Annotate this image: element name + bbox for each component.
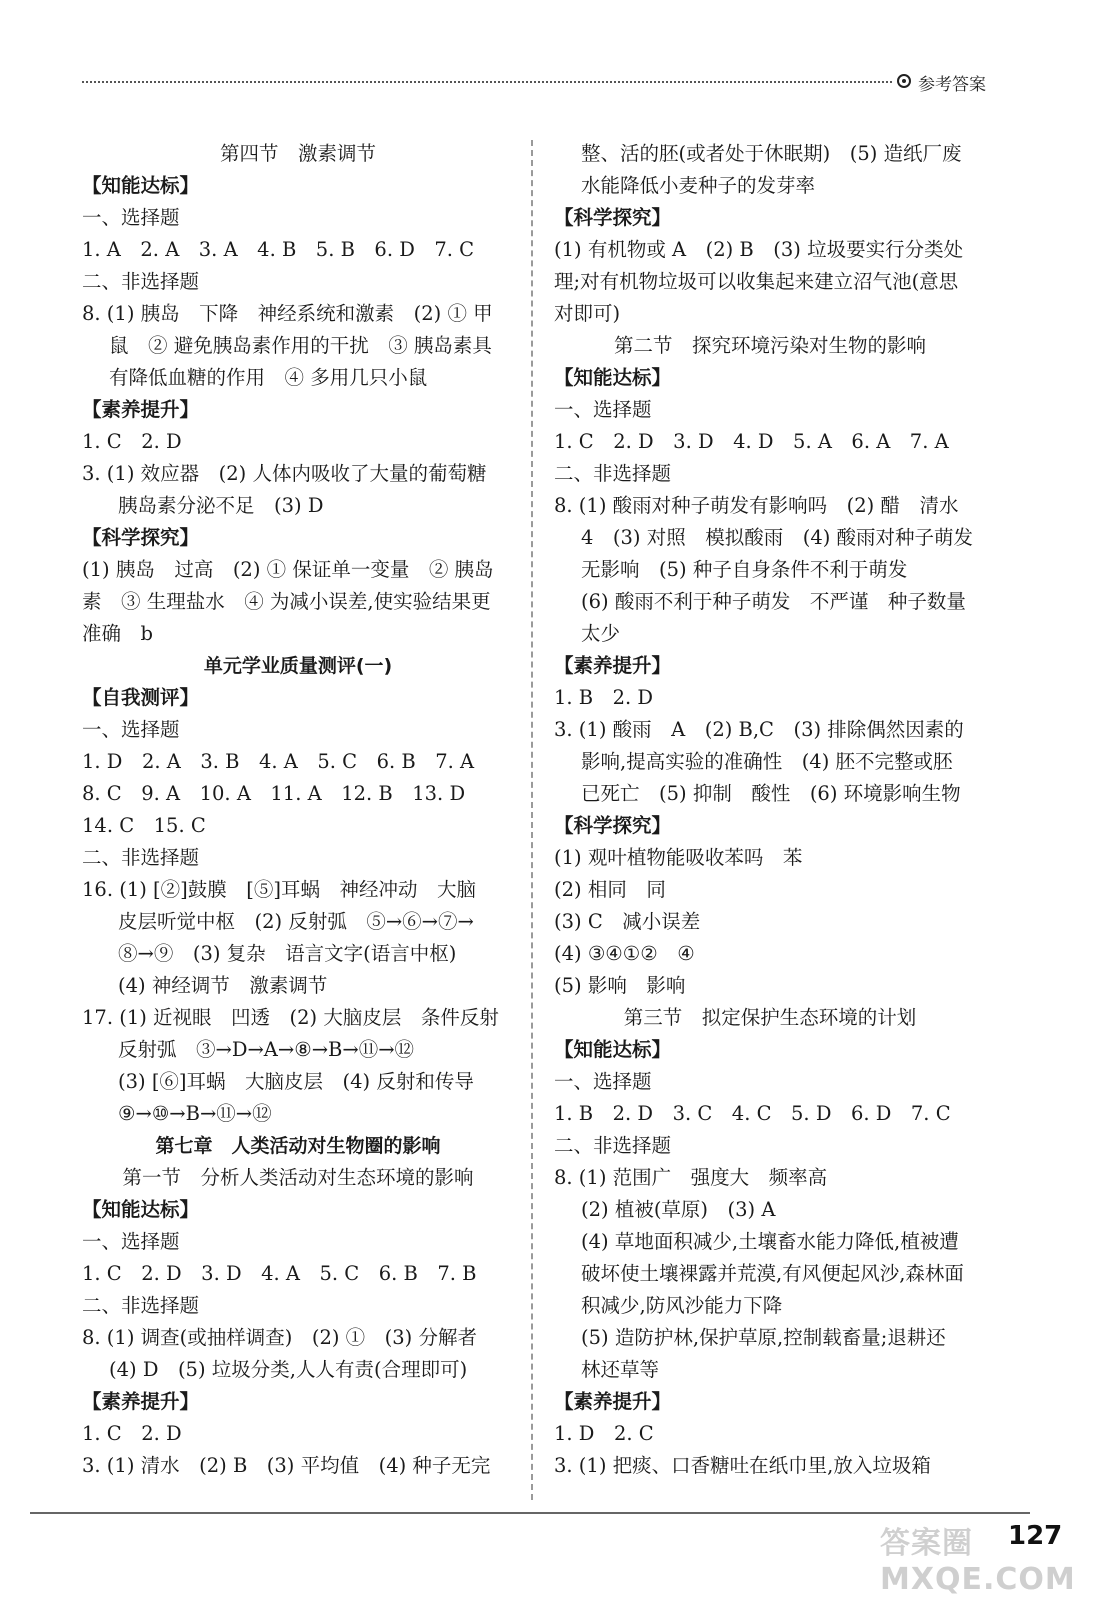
answer-line: 理;对有机物垃圾可以收集起来建立沼气池(意思	[554, 270, 959, 293]
answer-line: (5) 影响 影响	[554, 974, 686, 997]
answer-line: 1. C 2. D	[82, 430, 182, 453]
answer-line: 1. C 2. D 3. D 4. A 5. C 6. B 7. B	[82, 1262, 477, 1285]
answer-line: (2) 植被(草原) (3) A	[581, 1198, 776, 1221]
answer-line: 3. (1) 酸雨 A (2) B,C (3) 排除偶然因素的	[554, 718, 964, 741]
answer-line: 一、选择题	[82, 718, 180, 741]
answer-line: 4 (3) 对照 模拟酸雨 (4) 酸雨对种子萌发	[581, 526, 974, 549]
answer-line: 素 ③ 生理盐水 ④ 为减小误差,使实验结果更	[82, 590, 491, 613]
answer-line: 二、非选择题	[554, 1134, 672, 1157]
section-heading: 第一节 分析人类活动对生态环境的影响	[122, 1166, 474, 1189]
watermark: 答案圈 MXQE.COM	[880, 1526, 1076, 1597]
answer-line: 二、非选择题	[82, 1294, 200, 1317]
answer-line: 8. (1) 胰岛 下降 神经系统和激素 (2) ① 甲	[82, 302, 493, 325]
answer-line: 林还草等	[581, 1358, 660, 1381]
answer-line: (4) 神经调节 激素调节	[118, 974, 328, 997]
answer-line: ⑨→⑩→B→⑪→⑫	[118, 1102, 272, 1125]
answer-line: 16. (1) [②]鼓膜 [⑤]耳蜗 神经冲动 大脑	[82, 878, 476, 901]
answer-line: 整、活的胚(或者处于休眠期) (5) 造纸厂废	[581, 142, 962, 165]
section-tag: 【知能达标】	[554, 366, 672, 389]
answer-line: 积减少,防风沙能力下降	[581, 1294, 783, 1317]
section-tag: 【素养提升】	[554, 654, 672, 677]
answer-line: 胰岛素分泌不足 (3) D	[118, 494, 324, 517]
answer-line: (6) 酸雨不利于种子萌发 不严谨 种子数量	[581, 590, 966, 613]
section-heading: 第七章 人类活动对生物圈的影响	[155, 1135, 441, 1157]
answer-line: 1. B 2. D 3. C 4. C 5. D 6. D 7. C	[554, 1102, 951, 1125]
answer-line: 已死亡 (5) 抑制 酸性 (6) 环境影响生物	[581, 782, 961, 805]
answer-line: 二、非选择题	[554, 462, 672, 485]
section-tag: 【知能达标】	[82, 174, 200, 197]
left-column	[82, 138, 514, 1482]
answer-line: 3. (1) 效应器 (2) 人体内吸收了大量的葡萄糖	[82, 462, 487, 485]
answer-line: 二、非选择题	[82, 846, 200, 869]
answer-line: 8. (1) 酸雨对种子萌发有影响吗 (2) 醋 清水	[554, 494, 959, 517]
answer-line: 无影响 (5) 种子自身条件不利于萌发	[581, 558, 908, 581]
answer-line: 1. D 2. A 3. B 4. A 5. C 6. B 7. A	[82, 750, 475, 773]
answer-line: 一、选择题	[554, 398, 652, 421]
answer-line: 一、选择题	[82, 1230, 180, 1253]
answer-line: (3) [⑥]耳蜗 大脑皮层 (4) 反射和传导	[118, 1070, 474, 1093]
section-tag: 【自我测评】	[82, 686, 200, 709]
answer-line: 3. (1) 把痰、口香糖吐在纸巾里,放入垃圾箱	[554, 1454, 931, 1477]
answer-line: (1) 观叶植物能吸收苯吗 苯	[554, 846, 803, 869]
section-tag: 【知能达标】	[82, 1198, 200, 1221]
answer-line: 影响,提高实验的准确性 (4) 胚不完整或胚	[581, 750, 953, 773]
answer-line: 反射弧 ③→D→A→⑧→B→⑪→⑫	[118, 1038, 415, 1061]
answer-line: 太少	[581, 622, 621, 645]
answer-line: 一、选择题	[82, 206, 180, 229]
answer-line: 破坏使土壤裸露并荒漠,有风便起风沙,森林面	[581, 1262, 964, 1285]
answer-line: (2) 相同 同	[554, 878, 666, 901]
answer-line: 1. C 2. D 3. D 4. D 5. A 6. A 7. A	[554, 430, 949, 453]
answer-line: (1) 有机物或 A (2) B (3) 垃圾要实行分类处	[554, 238, 964, 261]
answer-line: 准确 b	[82, 622, 153, 645]
answer-line: (1) 胰岛 过高 (2) ① 保证单一变量 ② 胰岛	[82, 558, 494, 581]
answer-line: (4) 草地面积减少,土壤畜水能力降低,植被遭	[581, 1230, 959, 1253]
section-tag: 【科学探究】	[554, 206, 672, 229]
answer-line: 有降低血糖的作用 ④ 多用几只小鼠	[109, 366, 428, 389]
right-column	[554, 138, 986, 1482]
answer-line: 8. (1) 范围广 强度大 频率高	[554, 1166, 828, 1189]
answer-line: 3. (1) 清水 (2) B (3) 平均值 (4) 种子无完	[82, 1454, 491, 1477]
answer-line: 1. A 2. A 3. A 4. B 5. B 6. D 7. C	[82, 238, 475, 261]
answer-line: (3) C 减小误差	[554, 910, 701, 933]
column-divider	[531, 140, 533, 1500]
bullet-circle-icon	[897, 74, 911, 88]
answer-line: 17. (1) 近视眼 凹透 (2) 大脑皮层 条件反射	[82, 1006, 499, 1029]
answer-line: (4) ③④①② ④	[554, 942, 695, 965]
answer-line: 1. D 2. C	[554, 1422, 654, 1445]
answer-line: 1. B 2. D	[554, 686, 654, 709]
header-dotted-rule	[82, 81, 892, 83]
answer-line: 二、非选择题	[82, 270, 200, 293]
answer-line: ⑧→⑨ (3) 复杂 语言文字(语言中枢)	[118, 942, 457, 965]
footer-rule	[30, 1512, 1030, 1514]
section-tag: 【知能达标】	[554, 1038, 672, 1061]
page-number: 127	[1008, 1521, 1063, 1551]
answer-line: 1. C 2. D	[82, 1422, 182, 1445]
answer-line: 对即可)	[554, 302, 621, 325]
section-heading: 单元学业质量测评(一)	[203, 655, 393, 677]
section-tag: 【素养提升】	[82, 398, 200, 421]
section-heading: 第四节 激素调节	[219, 142, 376, 165]
answer-line: 水能降低小麦种子的发芽率	[581, 174, 816, 197]
answer-line: (5) 造防护林,保护草原,控制载畜量;退耕还	[581, 1326, 946, 1349]
section-heading: 第二节 探究环境污染对生物的影响	[613, 334, 926, 357]
section-heading: 第三节 拟定保护生态环境的计划	[623, 1006, 917, 1029]
answer-line: 皮层听觉中枢 (2) 反射弧 ⑤→⑥→⑦→	[118, 910, 474, 933]
answer-line: (4) D (5) 垃圾分类,人人有责(合理即可)	[109, 1358, 468, 1381]
section-tag: 【科学探究】	[554, 814, 672, 837]
section-tag: 【科学探究】	[82, 526, 200, 549]
answer-line: 14. C 15. C	[82, 814, 206, 837]
answer-line: 一、选择题	[554, 1070, 652, 1093]
header-label: 参考答案	[918, 75, 986, 95]
answer-line: 8. C 9. A 10. A 11. A 12. B 13. D	[82, 782, 466, 805]
answer-line: 8. (1) 调查(或抽样调查) (2) ① (3) 分解者	[82, 1326, 477, 1349]
answer-line: 鼠 ② 避免胰岛素作用的干扰 ③ 胰岛素具	[109, 334, 492, 357]
section-tag: 【素养提升】	[82, 1390, 200, 1413]
section-tag: 【素养提升】	[554, 1390, 672, 1413]
